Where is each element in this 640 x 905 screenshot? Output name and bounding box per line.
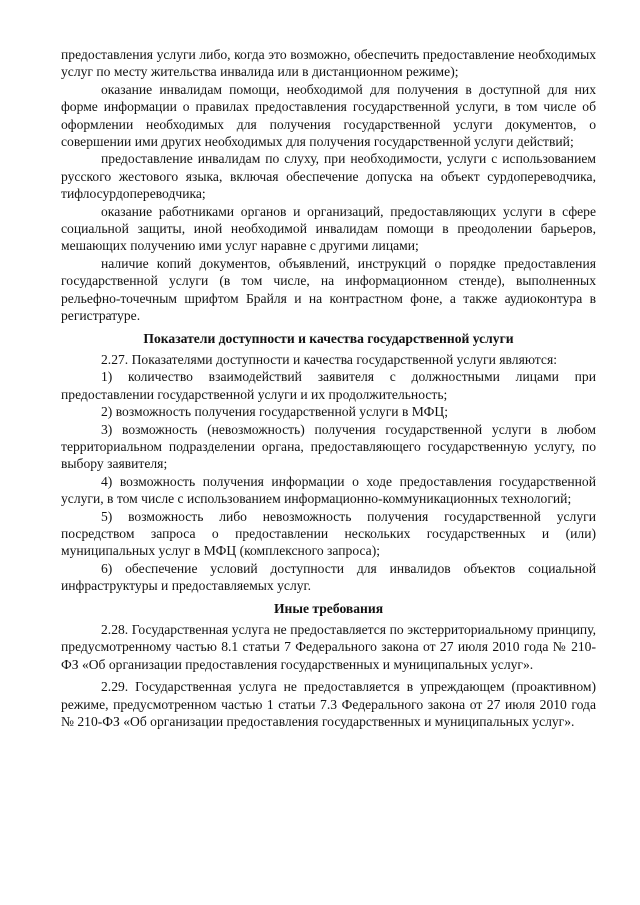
list-item-2: 2) возможность получения государственной услуги в МФЦ; [101, 404, 448, 420]
list-item-4: 4) возможность получения информации о ходе предоставления государственной услуги, в том числе с использованием информационно-коммуникационных технологий; [61, 473, 596, 507]
paragraph-continuation: предоставления услуги либо, когда это возможно, обеспечить предоставление необходимых услуг по месту жительства инвалида или в дистанционном режиме); [61, 47, 596, 80]
section-heading-accessibility: Показатели доступности и качества государственной услуги [143, 330, 514, 346]
section-heading-other-requirements: Иные требования [273, 600, 384, 616]
document-page [61, 46, 596, 730]
paragraph-braille: наличие копий документов, объявлений, инструкций о порядке предоставления государственной услуги (в том числе, на информационном стенде), выполненных рельефно-точечным шрифтом Брайля и на контрастном фоне, а также аудиоконтура в регистратуре. [61, 255, 596, 324]
paragraph-2-27: 2.27. Показателями доступности и качества государственной услуги являются: [101, 351, 557, 367]
paragraph-2-28: 2.28. Государственная услуга не предоставляется по экстерриториальному принципу, предусмотренному частью 8.1 статьи 7 Федерального закона от 27 июля 2010 года № 210-ФЗ «Об организации предоставления государственных и муниципальных услуг». [61, 622, 596, 672]
paragraph-staff-assistance: оказание работниками органов и организаций, предоставляющих услуги в сфере социальной защиты, иной необходимой инвалидам помощи в преодолении барьеров, мешающих получению ими услуг наравне с другими лицами; [61, 203, 596, 254]
list-item-5: 5) возможность либо невозможность получения государственной услуги посредством запроса о предоставлении нескольких государственных и (или) муниципальных услуг в МФЦ (комплексного запроса); [61, 508, 596, 559]
paragraph-2-29: 2.29. Государственная услуга не предоставляется в упреждающем (проактивном) режиме, предусмотренном частью 1 статьи 7.3 Федерального закона от 27 июля 2010 года № 210-ФЗ «Об организации предоставления государственных и муниципальных услуг». [61, 679, 596, 730]
paragraph-sign-language: предоставление инвалидам по слуху, при необходимости, услуги с использованием русского жестового языка, включая обеспечение допуска на объект сурдопереводчика, тифлосурдопереводчика; [61, 151, 596, 202]
list-item-3: 3) возможность (невозможность) получения государственной услуги в любом территориальном подразделении органа, предоставляющего государственную услугу, по выбору заявителя; [61, 421, 596, 472]
paragraph-assistance-info: оказание инвалидам помощи, необходимой для получения в доступной для них форме информации о правилах предоставления государственной услуги, в том числе об оформлении необходимых для получения государственной услуги документов, о совершении ими других необходимых для получения государственной услуги действий; [61, 81, 596, 150]
list-item-1: 1) количество взаимодействий заявителя с должностными лицами при предоставлении государственной услуги и их продолжительность; [61, 369, 596, 402]
list-item-6: 6) обеспечение условий доступности для инвалидов объектов социальной инфраструктуры и предоставляемых услуг. [61, 560, 596, 594]
